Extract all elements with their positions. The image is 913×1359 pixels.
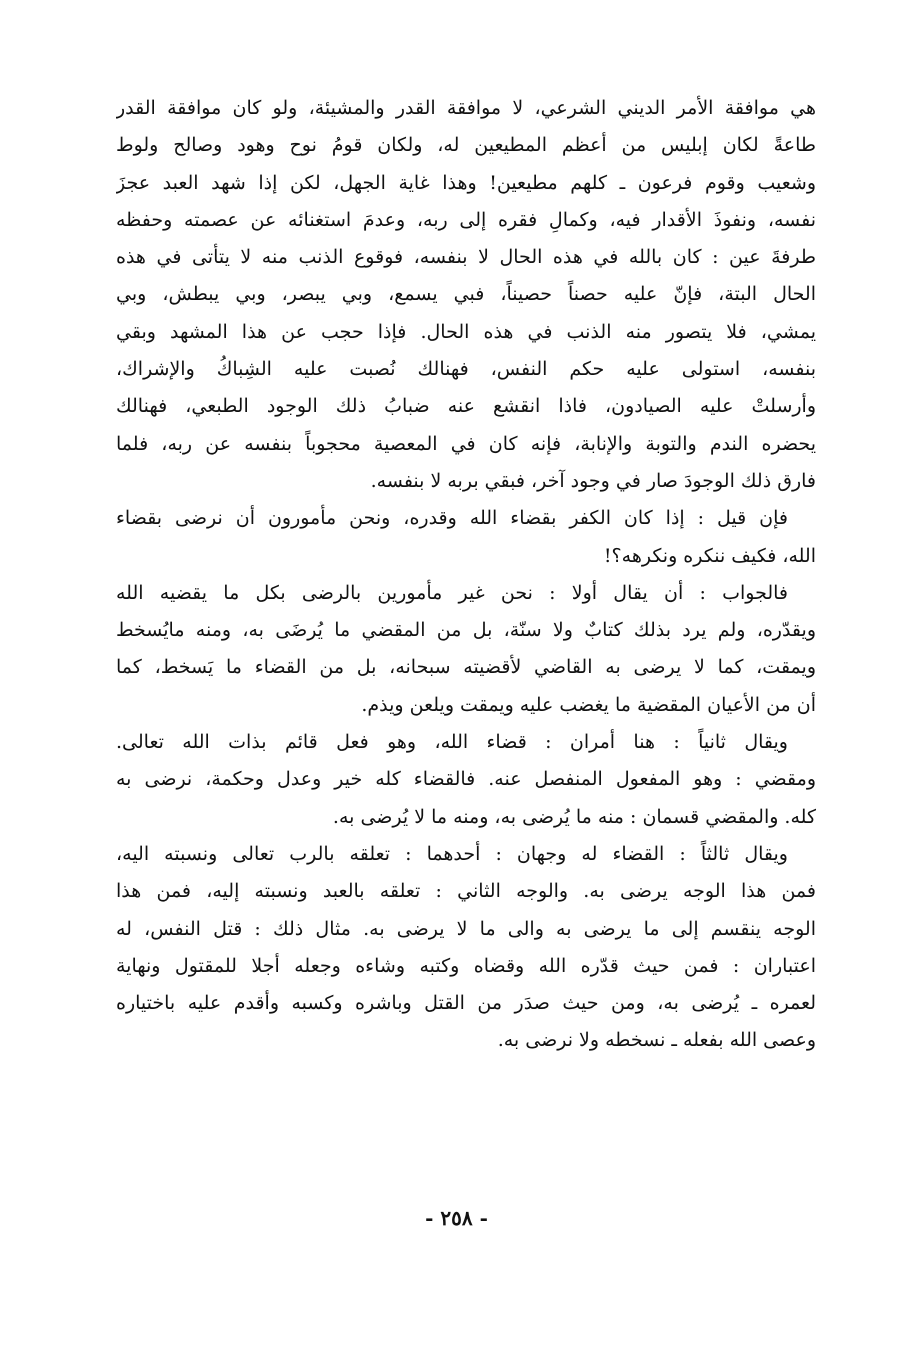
text-line: لعمره ـ يُرضى به، ومن حيث صدَر من القتل وباشره وكسبه وأقدم عليه باختياره bbox=[116, 992, 816, 1015]
text-line: فالجواب : أن يقال أولا : نحن غير مأمورين بالرضى بكل ما يقضيه الله bbox=[116, 581, 788, 604]
text-line: يمشي، فلا يتصور منه الذنب في هذه الحال. فإذا حجب عن هذا المشهد وبقي bbox=[116, 320, 816, 343]
text-line: يحضره الندم والتوبة والإنابة، فإنه كان في المعصية محجوباً بنفسه عن ربه، فلما bbox=[116, 432, 816, 455]
text-line: فارق ذلك الوجودَ صار في وجود آخر، فبقي بربه لا بنفسه. bbox=[370, 469, 816, 492]
text-line: ويمقت، كما لا يرضى به القاضي لأقضيته سبحانه، بل من القضاء ما يَسخط، كما bbox=[116, 656, 816, 679]
text-line: وأرسلتْ عليه الصيادون، فاذا انقشع عنه ضبابُ ذلك الوجود الطبعي، فهنالك bbox=[116, 395, 816, 418]
text-line: هي موافقة الأمر الديني الشرعي، لا موافقة القدر والمشيئة، ولو كان موافقة القدر bbox=[116, 97, 816, 119]
page-number: - ٢٥٨ - bbox=[425, 1206, 488, 1230]
text-line: نفسه، ونفوذَ الأقدار فيه، وكمالِ فقره إلى ربه، وعدمَ استغنائه عن عصمته وحفظه bbox=[116, 208, 816, 231]
text-line: ومقضي : وهو المفعول المنفصل عنه. فالقضاء كله خير وعدل وحكمة، نرضى به bbox=[116, 768, 816, 791]
text-line: ويقال ثانياً : هنا أمران : قضاء الله، وهو فعل قائم بذات الله تعالى. bbox=[116, 731, 788, 754]
text-line: وعصى الله بفعله ـ نسخطه ولا نرضى به. bbox=[497, 1029, 816, 1052]
text-line: الله، فكيف ننكره ونكرهه؟! bbox=[603, 544, 816, 567]
text-line: بنفسه، استولى عليه حكم النفس، فهنالك نُصبت عليه الشِباكُ والإشراك، bbox=[116, 358, 816, 381]
text-line: ويقال ثالثاً : القضاء له وجهان : أحدهما : تعلقه بالرب تعالى ونسبته اليه، bbox=[116, 842, 788, 865]
text-line: اعتباران : فمن حيث قدّره الله وقضاه وكتبه وشاءه وجعله أجلا للمقتول ونهاية bbox=[116, 954, 816, 977]
text-line: أن من الأعيان المقضية ما يغضب عليه ويمقت ويلعن ويذم. bbox=[361, 693, 816, 716]
text-line: طرفةَ عين : كان بالله في هذه الحال لا بنفسه، فوقوع الذنب منه لا يتأتى في هذه bbox=[116, 246, 816, 269]
text-line: ويقدّره، ولم يرد بذلك كتابٌ ولا سنّة، بل من المقضي ما يُرضَى به، ومنه مايُسخط bbox=[116, 619, 816, 642]
text-line: فمن هذا الوجه يرضى به. والوجه الثاني : تعلقه بالعبد ونسبته إليه، فمن هذا bbox=[116, 880, 816, 903]
text-line: كله. والمقضي قسمان : منه ما يُرضى به، ومنه ما لا يُرضى به. bbox=[332, 805, 816, 828]
text-line: الحال البتة، فإنّ عليه حصناً حصيناً، فبي يسمع، وبي يبصر، وبي يبطش، وبي bbox=[116, 283, 816, 306]
text-line: وشعيب وقوم فرعون ـ كلهم مطيعين! وهذا غاية الجهل، لكن إذا شهد العبد عجزَ bbox=[116, 171, 816, 194]
body-text bbox=[116, 90, 816, 1060]
text-line: الوجه ينقسم إلى ما يرضى به والى ما لا يرضى به. مثال ذلك : قتل النفس، له bbox=[116, 917, 816, 940]
text-line: فإن قيل : إذا كان الكفر بقضاء الله وقدره، ونحن مأمورون أن نرضى بقضاء bbox=[116, 507, 788, 530]
text-line: طاعةً لكان إبليس من أعظم المطيعين له، ولكان قومُ نوح وهود وصالح ولوط bbox=[116, 134, 816, 157]
